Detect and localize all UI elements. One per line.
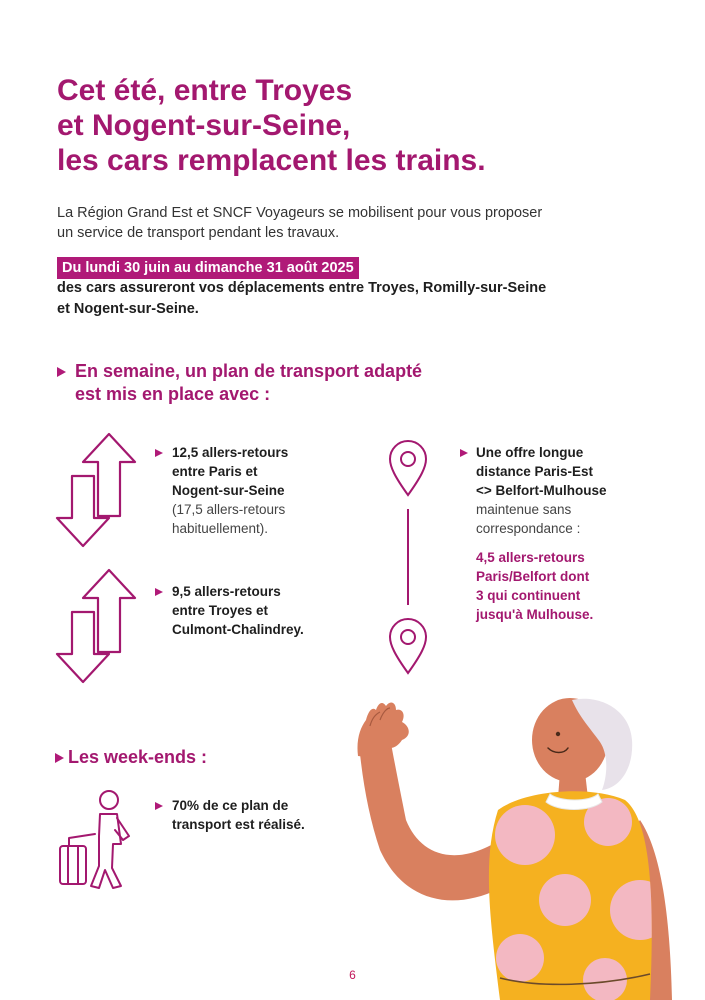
weekday-item-troyes-culmont [172, 582, 304, 639]
item-note: habituellement). [172, 521, 269, 536]
traveler-suitcase-icon [55, 788, 135, 890]
page-title [57, 73, 617, 178]
heading-bullet-icon [57, 367, 66, 377]
item-note: maintenue sans [476, 502, 572, 517]
item-text: <> Belfort-Mulhouse [476, 483, 607, 498]
person-waving-illustration [350, 690, 705, 1000]
item-text: entre Troyes et [172, 603, 269, 618]
title-line-3: les cars remplacent les trains. [57, 144, 486, 177]
weekday-item-paris-nogent [172, 443, 288, 538]
item-highlight: jusqu'à Mulhouse. [476, 607, 594, 622]
item-note: correspondance : [476, 521, 581, 536]
item-text: distance Paris-Est [476, 464, 594, 479]
arrows-up-down-icon [55, 432, 137, 548]
route-pins-icon [385, 437, 431, 677]
services-paragraph [57, 278, 657, 320]
long-distance-detail [476, 548, 593, 624]
item-highlight: Paris/Belfort dont [476, 569, 590, 584]
item-text: transport est réalisé. [172, 817, 305, 832]
intro-line-1: La Région Grand Est et SNCF Voyageurs se mobilisent pour vous proposer [57, 205, 543, 221]
item-note: (17,5 allers-retours [172, 502, 286, 517]
bullet-icon [460, 449, 468, 457]
title-line-1: Cet été, entre Troyes [57, 74, 353, 107]
weekend-heading-text: Les week-ends : [68, 747, 208, 767]
item-text: Une offre longue [476, 445, 584, 460]
services-line-2: et Nogent-sur-Seine. [57, 301, 199, 317]
item-highlight: 4,5 allers-retours [476, 550, 585, 565]
weekend-heading [55, 746, 207, 769]
weekday-heading [57, 360, 422, 406]
services-line-1: des cars assureront vos déplacements entre Troyes, Romilly-sur-Seine [57, 280, 547, 296]
item-text: Nogent-sur-Seine [172, 483, 285, 498]
heading-bullet-icon [55, 753, 64, 763]
weekday-heading-line-1: En semaine, un plan de transport adapté [75, 361, 423, 381]
item-text: entre Paris et [172, 464, 258, 479]
arrows-up-down-icon [55, 568, 137, 684]
weekday-heading-line-2: est mis en place avec : [75, 384, 271, 404]
page-number: 6 [349, 968, 356, 982]
bullet-icon [155, 802, 163, 810]
item-text: 9,5 allers-retours [172, 584, 281, 599]
bullet-icon [155, 449, 163, 457]
item-text: 12,5 allers-retours [172, 445, 289, 460]
intro-line-2: un service de transport pendant les travaux. [57, 225, 340, 241]
item-highlight: 3 qui continuent [476, 588, 581, 603]
date-banner: Du lundi 30 juin au dimanche 31 août 2025 [57, 257, 359, 279]
bullet-icon [155, 588, 163, 596]
weekend-item [172, 796, 305, 834]
intro-paragraph [57, 203, 657, 243]
title-line-2: et Nogent-sur-Seine, [57, 109, 351, 142]
item-text: Culmont-Chalindrey. [172, 622, 304, 637]
item-text: 70% de ce plan de [172, 798, 289, 813]
weekday-item-long-distance [476, 443, 607, 538]
